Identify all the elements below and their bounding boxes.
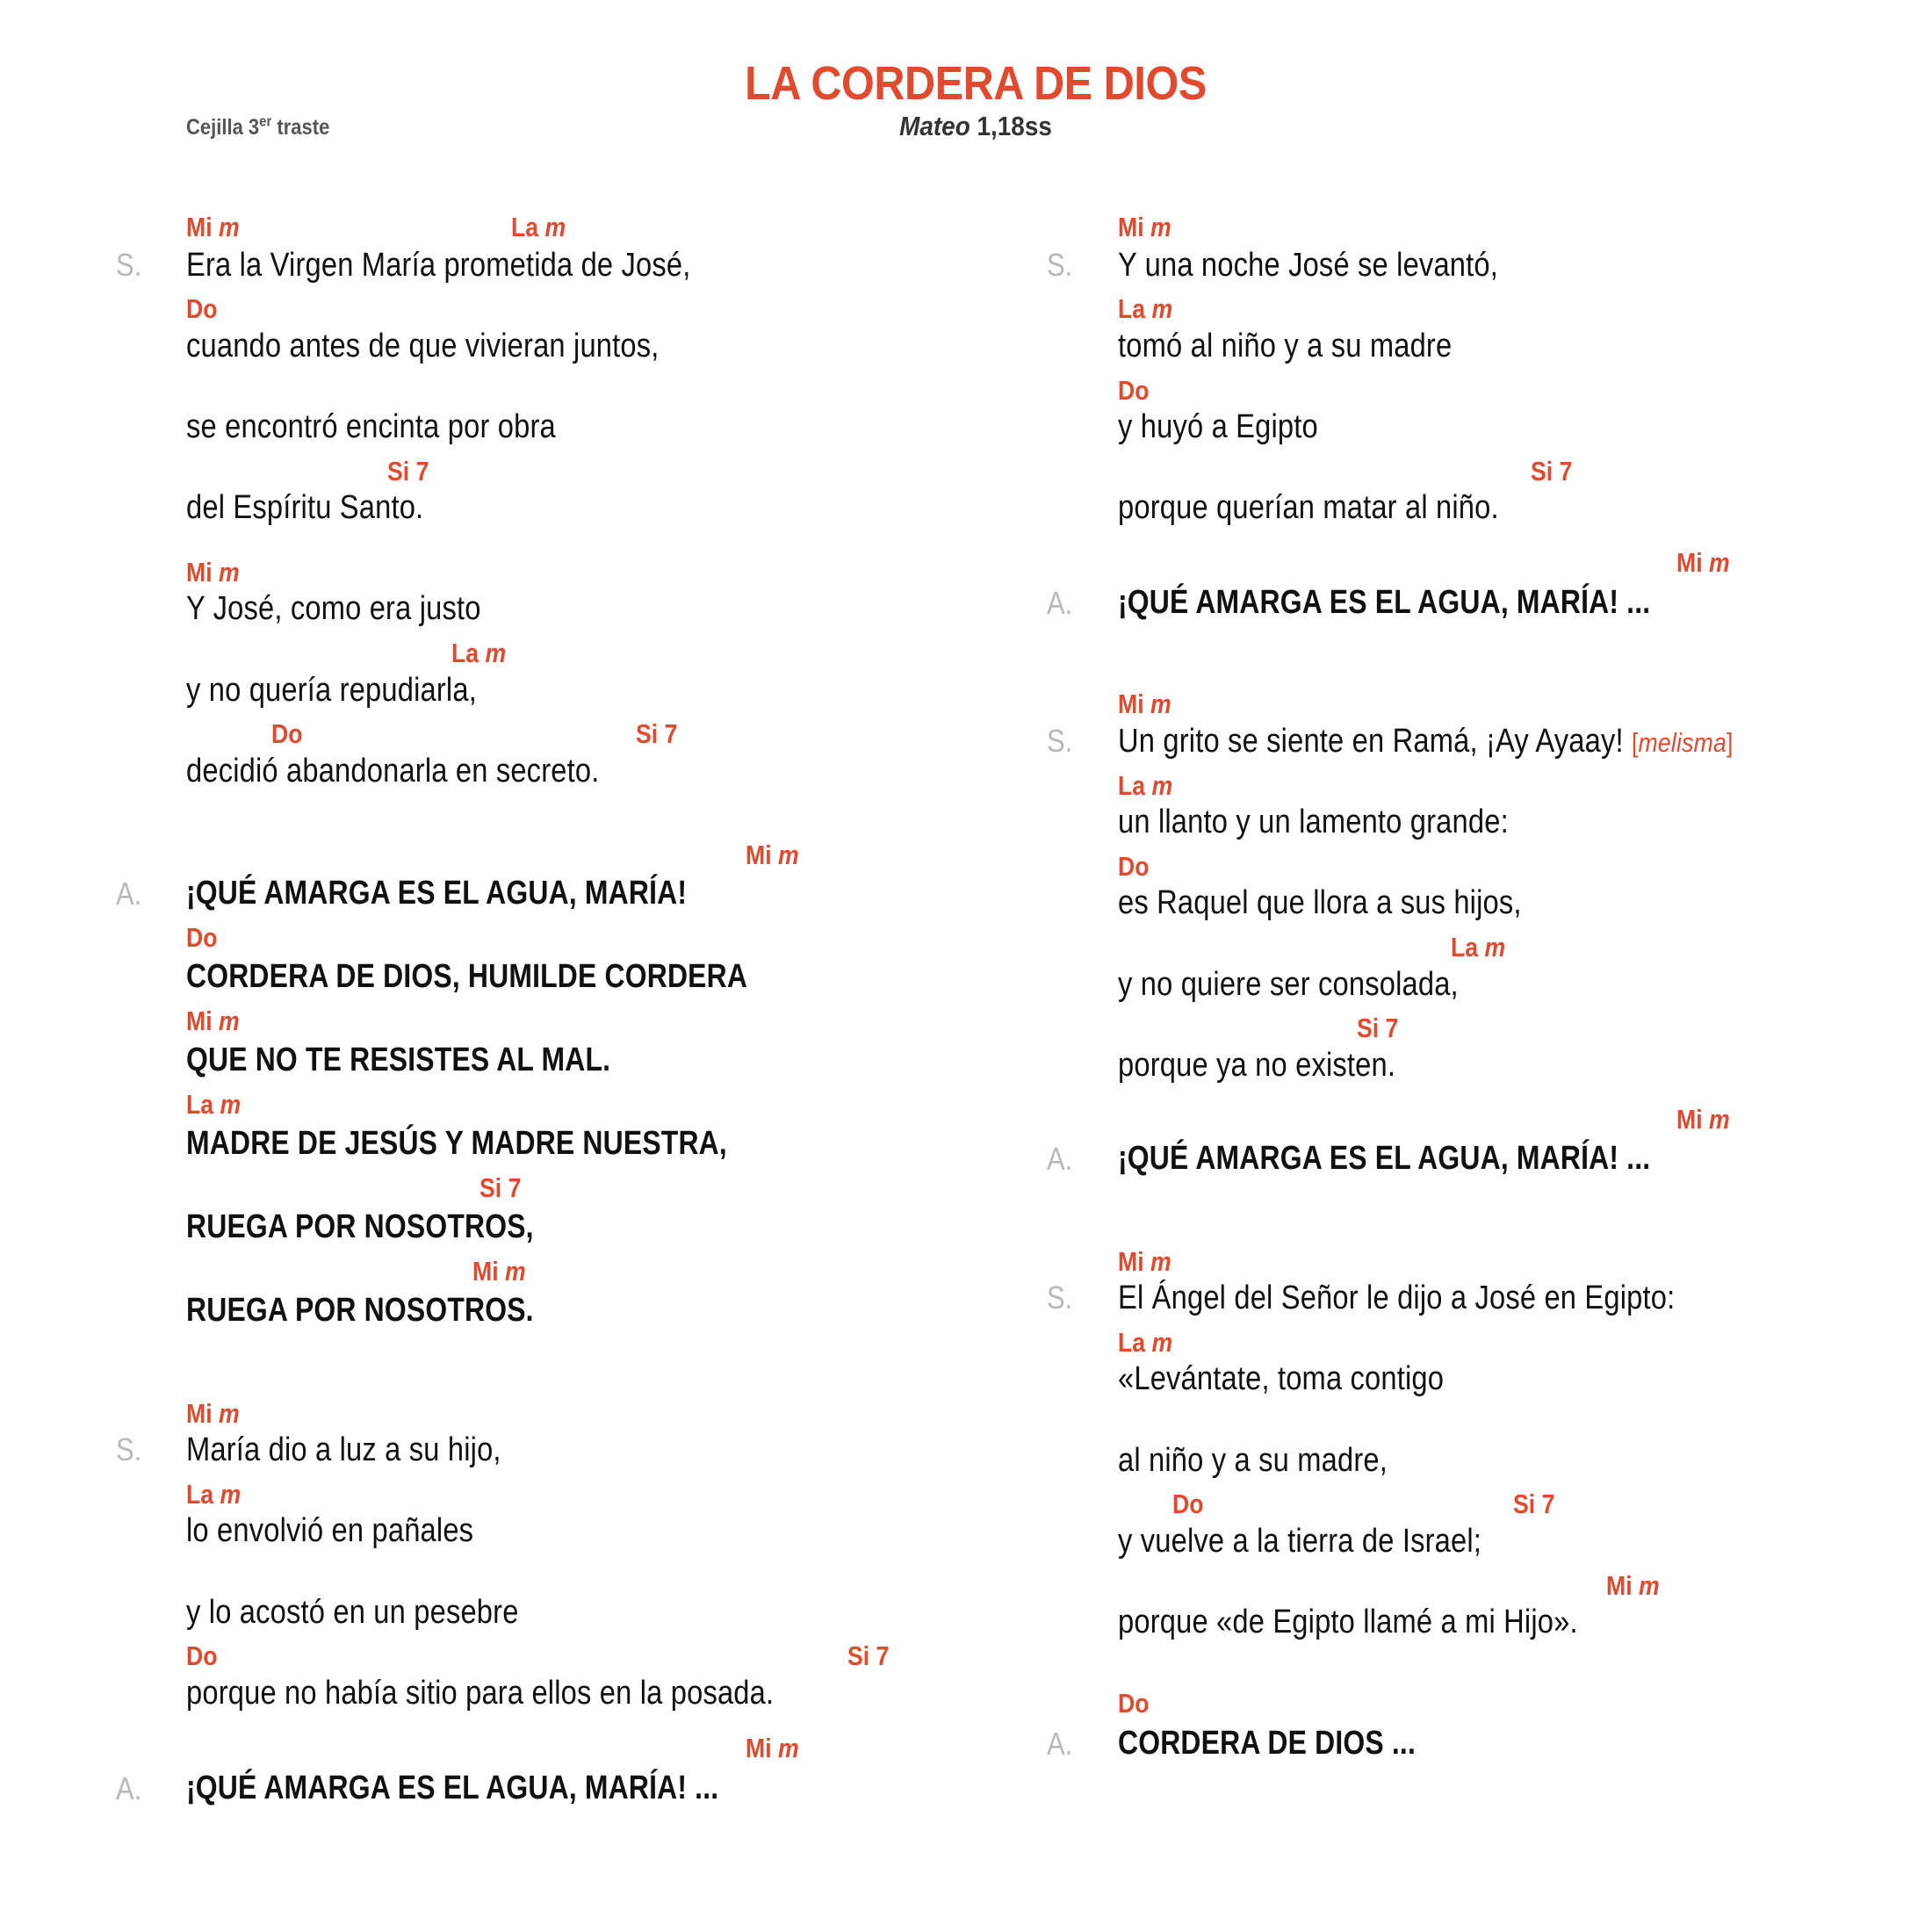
chord: Si 7 <box>387 456 429 487</box>
lyric-line: Era la Virgen María prometida de José, <box>186 247 691 284</box>
lyric-line: porque «de Egipto llamé a mi Hijo». <box>1118 1604 1578 1640</box>
chord: Si 7 <box>1357 1013 1399 1043</box>
capo-label: Cejilla 3 <box>186 115 260 140</box>
lyric-line: El Ángel del Señor le dijo a José en Egipto: <box>1118 1280 1676 1316</box>
chord: Mi m <box>1606 1570 1660 1601</box>
chord: Mi m <box>186 1006 240 1036</box>
lyric-line: Y José, como era justo <box>186 590 481 627</box>
chord: Si 7 <box>479 1172 522 1203</box>
chord: Mi m <box>1118 212 1171 242</box>
lyric-line: QUE NO TE RESISTES AL MAL. <box>186 1042 611 1078</box>
lyric-line: al niño y a su madre, <box>1118 1442 1388 1479</box>
chord: La m <box>1118 770 1173 801</box>
chord: La m <box>1118 1327 1173 1358</box>
lyric-line: ¡QUÉ AMARGA ES EL AGUA, MARÍA! <box>186 875 688 912</box>
chord: Do <box>1118 851 1150 882</box>
soloist-marker: S. <box>1047 1280 1073 1316</box>
chord: Do <box>1118 375 1150 406</box>
lyric-line: es Raquel que llora a sus hijos, <box>1118 884 1522 921</box>
chord: Si 7 <box>1513 1489 1555 1519</box>
scripture-reference <box>97 111 1854 142</box>
lyric-line: porque no había sitio para ellos en la posada. <box>186 1675 775 1712</box>
assembly-marker: A. <box>1047 1141 1073 1177</box>
lyric-line: y lo acostó en un pesebre <box>186 1594 519 1631</box>
chord: Do <box>186 1640 218 1671</box>
capo-note <box>186 112 330 141</box>
lyric-line: Un grito se siente en Ramá, ¡Ay Ayaay! [melisma] <box>1118 723 1734 760</box>
chord: Si 7 <box>847 1640 890 1671</box>
reference-book: Mateo <box>899 111 970 141</box>
chord: Mi m <box>186 212 240 242</box>
soloist-marker: S. <box>116 1431 142 1467</box>
chord: Do <box>186 293 218 324</box>
chord: La m <box>511 212 566 242</box>
chord: La m <box>1451 932 1506 962</box>
capo-suffix: traste <box>271 115 330 140</box>
lyric-line: y no quería repudiarla, <box>186 672 477 709</box>
chord: La m <box>451 638 507 668</box>
lyric-line: RUEGA POR NOSOTROS, <box>186 1208 534 1245</box>
chord: Mi m <box>186 1398 240 1429</box>
chord: Mi m <box>472 1256 526 1287</box>
lyric-line: decidió abandonarla en secreto. <box>186 753 600 789</box>
lyric-line: ¡QUÉ AMARGA ES EL AGUA, MARÍA! ... <box>1118 584 1651 621</box>
lyric-line: «Levántate, toma contigo <box>1118 1360 1445 1397</box>
lyric-line: se encontró encinta por obra <box>186 408 556 445</box>
chord: Si 7 <box>636 718 678 749</box>
chord: Do <box>186 922 218 953</box>
chord: Mi m <box>746 1733 799 1763</box>
chord: Mi m <box>1676 547 1730 578</box>
lyric-line: RUEGA POR NOSOTROS. <box>186 1292 534 1329</box>
lyric-line: un llanto y un lamento grande: <box>1118 804 1509 840</box>
assembly-marker: A. <box>1047 1726 1073 1762</box>
assembly-marker: A. <box>116 1770 142 1806</box>
soloist-marker: S. <box>1047 247 1073 283</box>
lyric-line: MADRE DE JESÚS Y MADRE NUESTRA, <box>186 1125 727 1162</box>
lyric-line: tomó al niño y a su madre <box>1118 328 1453 364</box>
soloist-marker: S. <box>1047 723 1073 759</box>
chord: La m <box>186 1089 242 1120</box>
chord: Do <box>271 718 303 749</box>
capo-ordinal: er <box>259 112 272 130</box>
lyric-line: María dio a luz a su hijo, <box>186 1431 501 1468</box>
chord: Do <box>1118 1688 1150 1719</box>
assembly-marker: A. <box>1047 585 1073 621</box>
lyric-line: porque ya no existen. <box>1118 1047 1396 1084</box>
assembly-marker: A. <box>116 876 142 912</box>
lyric-line: lo envolvió en pañales <box>186 1512 474 1549</box>
lyric-line: ¡QUÉ AMARGA ES EL AGUA, MARÍA! ... <box>1118 1140 1651 1177</box>
soloist-marker: S. <box>116 247 142 283</box>
chord: La m <box>1118 293 1173 324</box>
lyric-line: y vuelve a la tierra de Israel; <box>1118 1523 1482 1560</box>
lyric-line: y huyó a Egipto <box>1118 408 1318 445</box>
lyric-line: cuando antes de que vivieran juntos, <box>186 328 660 364</box>
lyric-line: Y una noche José se levantó, <box>1118 247 1498 284</box>
chord: Si 7 <box>1531 456 1573 487</box>
chord: Mi m <box>1118 688 1171 719</box>
lyric-line: porque querían matar al niño. <box>1118 489 1499 526</box>
song-title: LA CORDERA DE DIOS <box>745 57 1207 110</box>
chord: Mi m <box>186 557 240 588</box>
lyric-line: CORDERA DE DIOS ... <box>1118 1725 1416 1762</box>
reference-verse: 1,18ss <box>977 111 1052 141</box>
chord: Do <box>1172 1489 1204 1519</box>
chord: Mi m <box>1118 1246 1171 1277</box>
chord: Mi m <box>1676 1104 1730 1135</box>
lyric-line: y no quiere ser consolada, <box>1118 966 1459 1003</box>
chord: Mi m <box>746 840 799 870</box>
lyric-line: del Espíritu Santo. <box>186 489 424 526</box>
melisma-note: [melisma] <box>1631 727 1734 758</box>
lyric-line: CORDERA DE DIOS, HUMILDE CORDERA <box>186 958 748 995</box>
chord: La m <box>186 1479 242 1510</box>
lyric-line: ¡QUÉ AMARGA ES EL AGUA, MARÍA! ... <box>186 1770 719 1806</box>
